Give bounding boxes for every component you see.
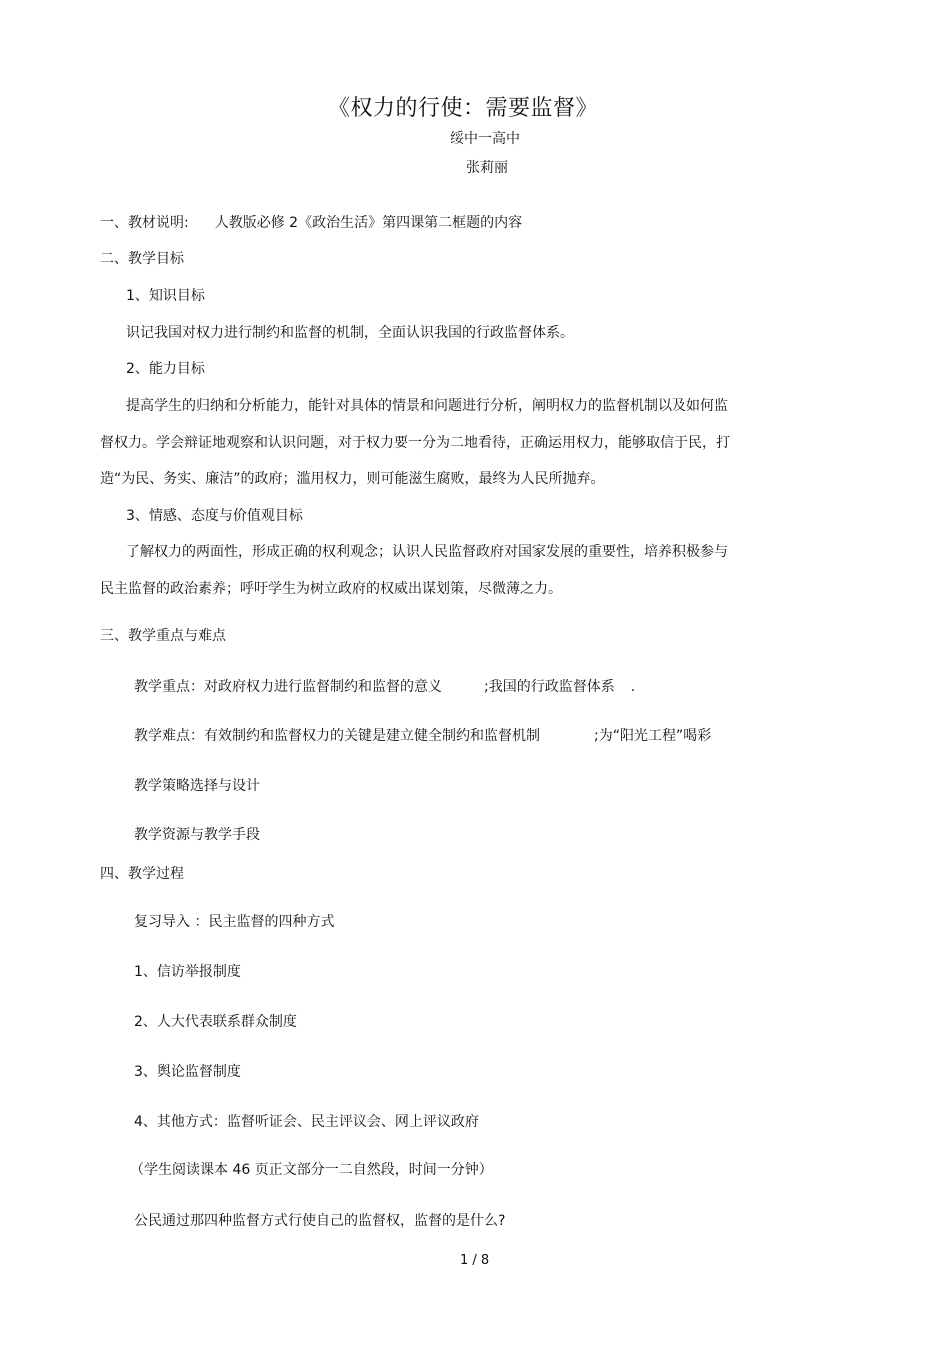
knowledge-goal-text: 识记我国对权力进行制约和监督的机制，全面认识我国的行政监督体系。: [126, 325, 574, 341]
review-intro: 复习导入 ：民主监督的四种方式: [134, 914, 335, 930]
teaching-key-point-extra: ;我国的行政监督体系: [484, 679, 615, 695]
teaching-key-point: [134, 678, 635, 696]
page-number: 1 / 8: [460, 1253, 490, 1268]
supervision-method-1: 1、信访举报制度: [134, 964, 241, 980]
ability-goal-text-line-3: 造“为民、务实、廉洁”的政府；滥用权力，则可能滋生腐败，最终为人民所抛弃。: [100, 471, 605, 487]
section-3-heading: 三、教学重点与难点: [100, 628, 226, 644]
supervision-method-4: 4、其他方式：监督听证会、民主评议会、网上评议政府: [134, 1114, 479, 1130]
question-text: 公民通过那四种监督方式行使自己的监督权，监督的是什么?: [134, 1213, 506, 1229]
knowledge-goal-heading: 1、知识目标: [126, 288, 205, 304]
teaching-resources: 教学资源与教学手段: [134, 827, 260, 843]
document-title: 《权力的行使：需要监督》: [328, 96, 599, 121]
section-2-heading: 二、教学目标: [100, 251, 184, 267]
teaching-difficulty: [134, 727, 711, 745]
section-1-text: 人教版必修 2《政治生活》第四课第二框题的内容: [214, 215, 523, 231]
reading-note: （学生阅读课本 46 页正文部分一二自然段，时间一分钟）: [130, 1162, 493, 1178]
author-name: 张莉丽: [466, 160, 508, 176]
ability-goal-text-line-2: 督权力。学会辩证地观察和认识问题，对于权力要一分为二地看待，正确运用权力，能够取信于民，打: [100, 435, 730, 451]
teaching-key-point-main: 教学重点：对政府权力进行监督制约和监督的意义: [134, 679, 442, 695]
teaching-difficulty-extra: ;为“阳光工程”喝彩: [594, 728, 712, 744]
teaching-strategy: 教学策略选择与设计: [134, 778, 260, 794]
section-1-line: [100, 214, 522, 232]
section-4-heading: 四、教学过程: [100, 866, 184, 882]
teaching-difficulty-main: 教学难点：有效制约和监督权力的关键是建立健全制约和监督机制: [134, 728, 540, 744]
attitude-goal-text-line-2: 民主监督的政治素养；呼吁学生为树立政府的权威出谋划策，尽微薄之力。: [100, 581, 562, 597]
attitude-goal-heading: 3、情感、态度与价值观目标: [126, 508, 303, 524]
attitude-goal-text-line-1: 了解权力的两面性，形成正确的权利观念；认识人民监督政府对国家发展的重要性，培养积极参与: [126, 544, 728, 560]
supervision-method-2: 2、人大代表联系群众制度: [134, 1014, 297, 1030]
ability-goal-heading: 2、能力目标: [126, 361, 205, 377]
supervision-method-3: 3、舆论监督制度: [134, 1064, 241, 1080]
section-1-label: 一、教材说明:: [100, 215, 189, 231]
teaching-key-point-end: .: [630, 679, 636, 695]
school-name: 绥中一高中: [450, 131, 520, 147]
ability-goal-text-line-1: 提高学生的归纳和分析能力，能针对具体的情景和问题进行分析，阐明权力的监督机制以及如何监: [126, 398, 728, 414]
